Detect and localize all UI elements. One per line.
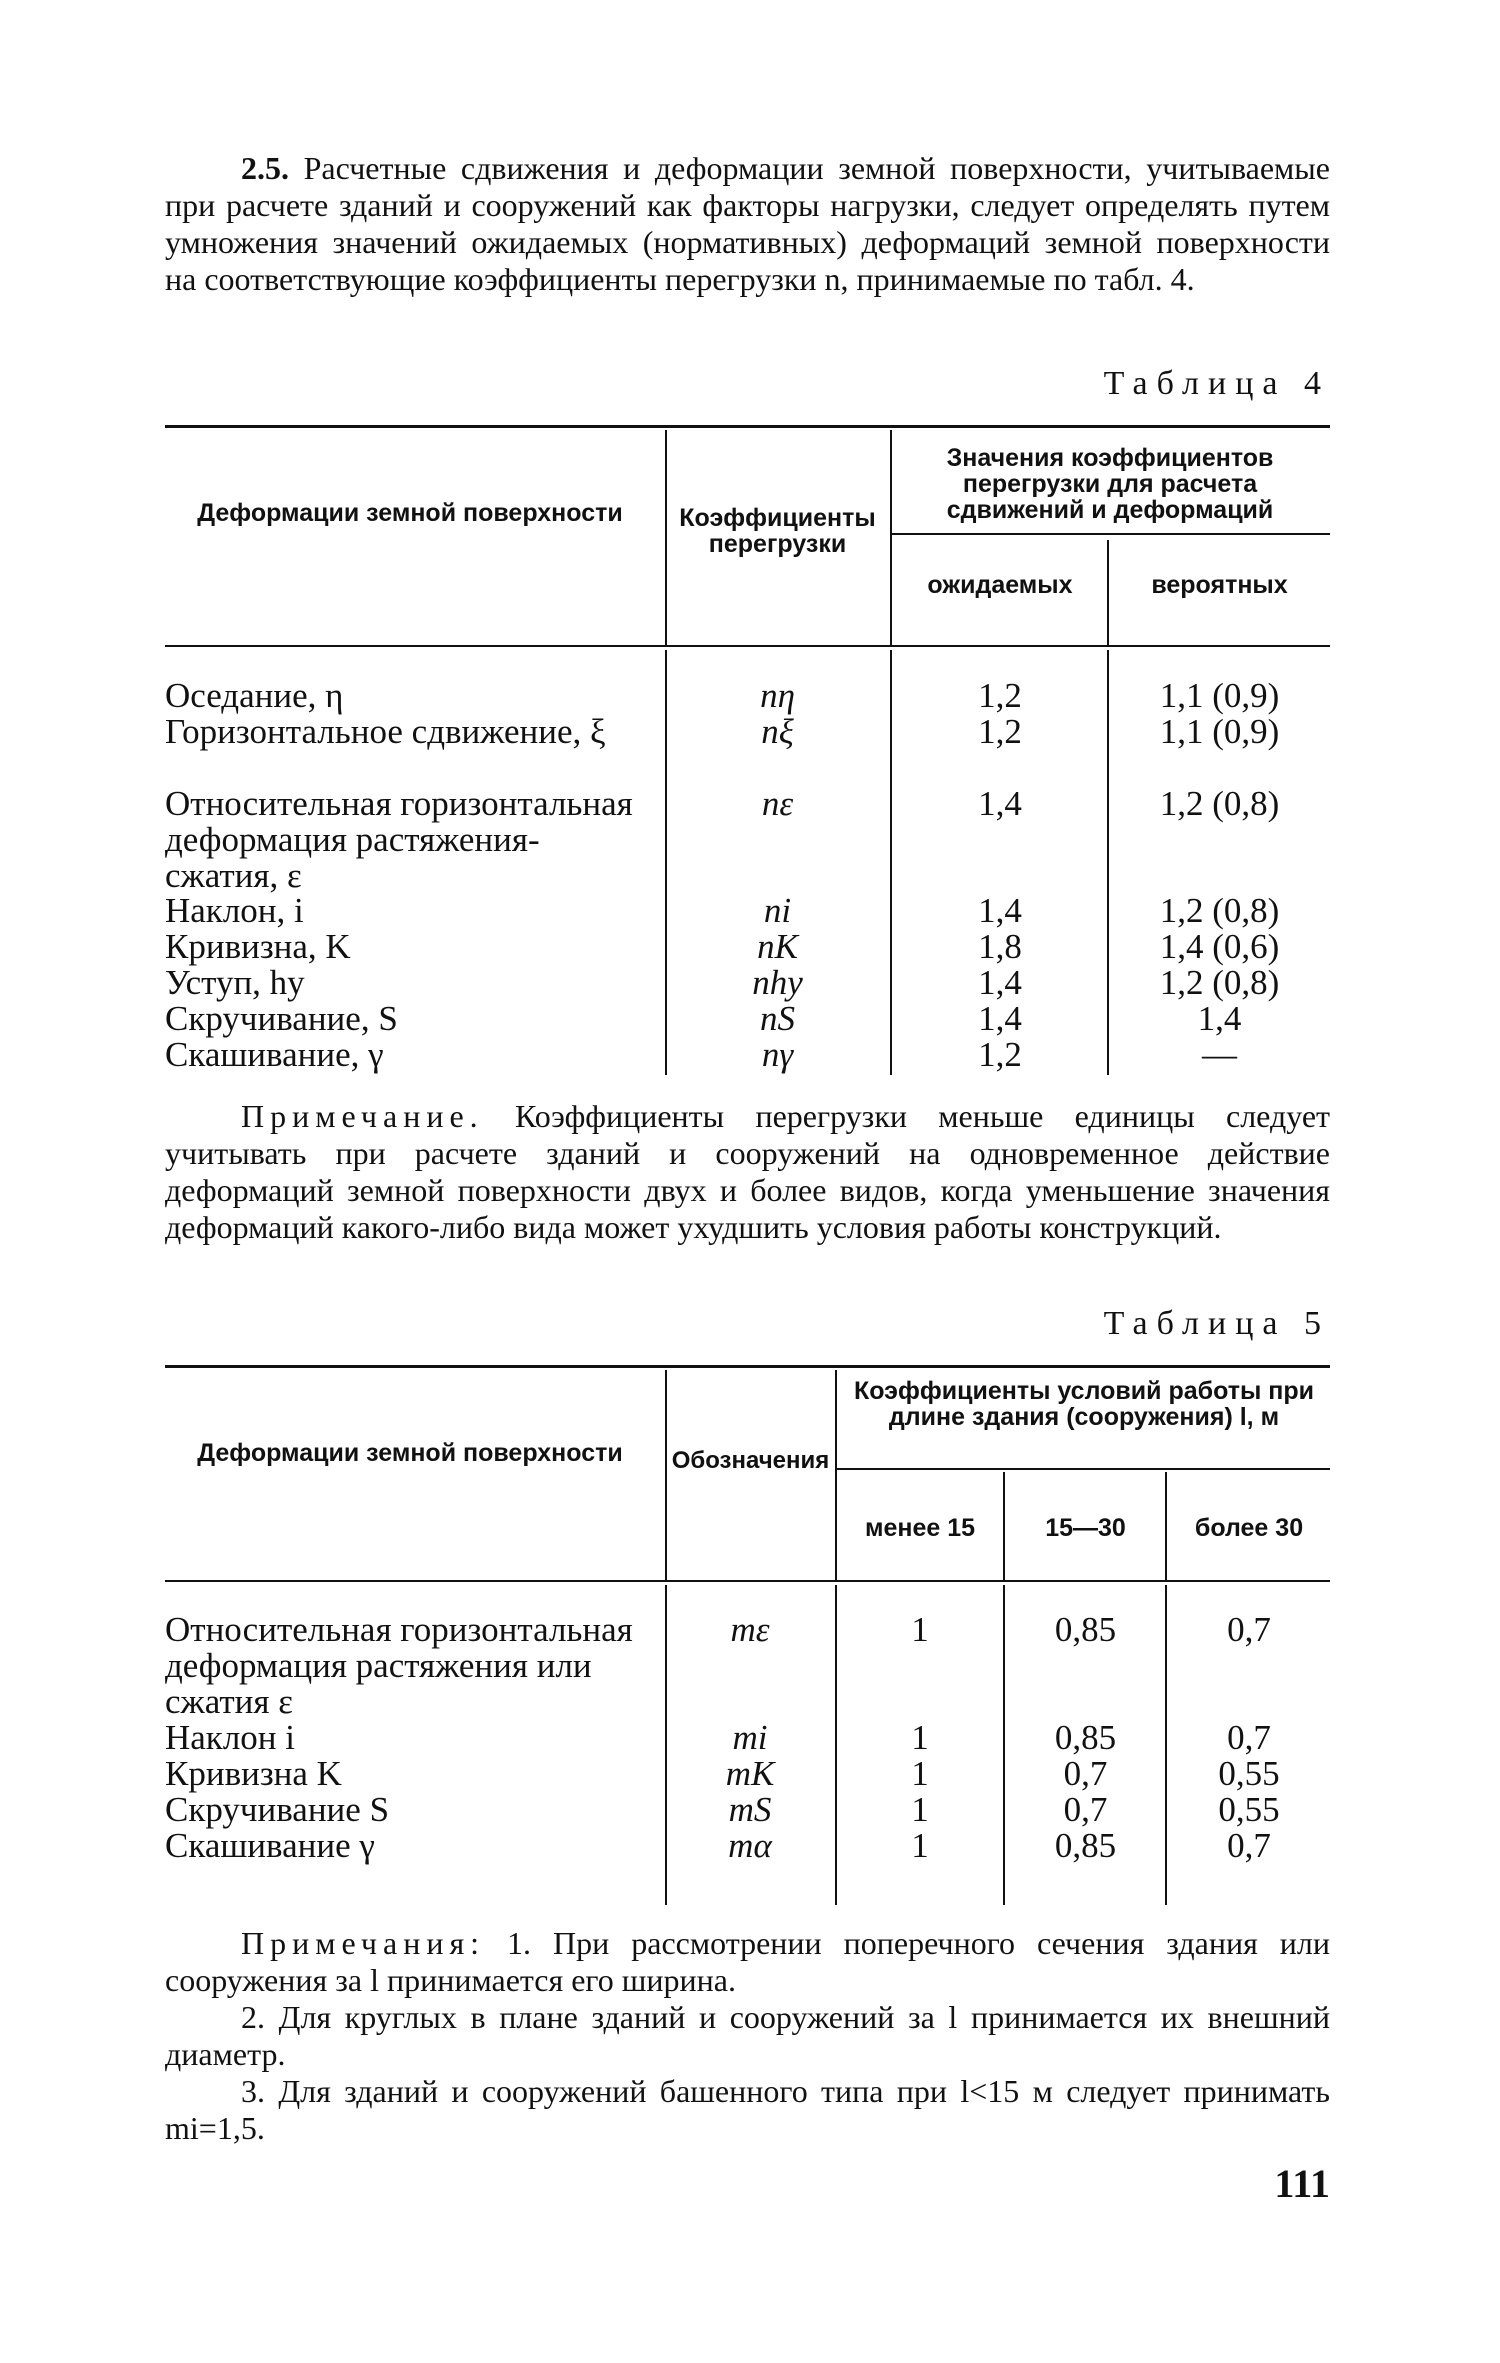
t4-header-coef: Коэффициенты перегрузки: [679, 504, 876, 558]
t4-row-symbol: nS: [760, 999, 795, 1038]
t5-header-c3: более 30: [1194, 1514, 1304, 1542]
t4-row-symbol: nγ: [761, 1035, 794, 1074]
table5-note-2: 2. Для круглых в плане зданий и сооружений за l принимается их внешний диаметр.: [165, 1999, 1330, 2072]
t4-row-expected: 1,2: [978, 676, 1022, 715]
t5-hline-sub: [837, 1468, 1330, 1470]
t5-body-vline-3: [1003, 1585, 1005, 1905]
t5-row-symbol: mα: [728, 1826, 772, 1865]
t4-vline-1: [665, 430, 667, 645]
t5-vline-1: [665, 1370, 667, 1580]
t4-row-name: Уступ, hу: [165, 963, 305, 1002]
t5-row-symbol: mε: [730, 1610, 770, 1649]
t4-row-expected: 1,4: [978, 999, 1022, 1038]
t4-hline-sub: [892, 533, 1330, 535]
t4-row-name: Оседание, η: [165, 676, 344, 715]
t5-body-vline-4: [1165, 1585, 1167, 1905]
t4-header-group: Значения коэффициентов перегрузки для расчета сдвижений и деформаций: [946, 444, 1274, 524]
t4-row-expected: 1,2: [978, 712, 1022, 751]
intro-paragraph: [165, 150, 1330, 298]
t4-row-probable: —: [1202, 1035, 1237, 1074]
t4-body-vline-3: [1107, 650, 1109, 1075]
table4-top-rule: [165, 425, 1330, 428]
t4-row-symbol: nξ: [761, 712, 794, 751]
t4-row-expected: 1,4: [978, 963, 1022, 1002]
t5-body-vline-1: [665, 1585, 667, 1905]
t5-vline-3: [1003, 1472, 1005, 1580]
t5-header-group: Коэффициенты условий работы при длине здания (сооружения) l, м: [853, 1377, 1314, 1431]
t4-body-vline-1: [665, 650, 667, 1075]
t5-row-symbol: mS: [728, 1790, 772, 1829]
t4-row-probable: 1,4 (0,6): [1159, 927, 1280, 966]
t5-row-c3: 0,55: [1218, 1790, 1280, 1829]
table4-header-rule: [165, 645, 1330, 647]
t5-vline-2: [835, 1370, 837, 1580]
t4-row-name: Относительная горизонтальная деформация растяжения-сжатия, ε: [165, 784, 633, 895]
t5-row-c1: 1: [911, 1610, 929, 1649]
intro-number: 2.5.: [241, 150, 289, 186]
t4-row-name: Кривизна, K: [165, 927, 351, 966]
t4-row-expected: 1,4: [978, 891, 1022, 930]
table5-title: Таблица 5: [1103, 1305, 1330, 1342]
t5-header-c1: менее 15: [864, 1514, 976, 1542]
t5-header-symbol: Обозначения: [671, 1447, 830, 1474]
t5-row-c2: 0,7: [1063, 1754, 1108, 1793]
t4-row-symbol: nK: [757, 927, 798, 966]
table4-title: Таблица 4: [1103, 365, 1330, 402]
t5-row-symbol: mK: [725, 1754, 775, 1793]
t5-body-vline-2: [835, 1585, 837, 1905]
t4-header-probable: вероятных: [1151, 571, 1288, 599]
t4-body-vline-2: [890, 650, 892, 1075]
table4-note-label: Примечание.: [241, 1098, 484, 1134]
table5-note-1: 1. При рассмотрении поперечного сечения здания или сооружения за l принимается его ширина.: [165, 1925, 1331, 1998]
t4-row-expected: 1,2: [978, 1035, 1022, 1074]
t4-row-symbol: nhу: [752, 963, 803, 1002]
t4-row-expected: 1,8: [978, 927, 1022, 966]
t5-row-c3: 0,7: [1227, 1718, 1271, 1757]
t5-row-c1: 1: [911, 1754, 929, 1793]
table4-note: [165, 1098, 1330, 1246]
table5-top-rule: [165, 1365, 1330, 1368]
t4-row-probable: 1,4: [1197, 999, 1242, 1038]
t4-row-symbol: nη: [760, 676, 795, 715]
t4-row-expected: 1,4: [978, 784, 1022, 823]
t5-row-name: Наклон i: [165, 1718, 295, 1757]
t5-row-symbol: mi: [732, 1718, 768, 1757]
t5-row-c3: 0,7: [1227, 1610, 1271, 1649]
t5-row-c2: 0,85: [1054, 1718, 1117, 1757]
t5-vline-4: [1165, 1472, 1167, 1580]
t4-header-deformation: Деформации земной поверхности: [197, 499, 623, 527]
t4-row-name: Горизонтальное сдвижение, ξ: [165, 712, 606, 751]
t5-row-c2: 0,85: [1054, 1826, 1117, 1865]
table5-header-rule: [165, 1580, 1330, 1582]
t4-row-name: Скручивание, S: [165, 999, 398, 1038]
t4-row-symbol: nε: [761, 784, 794, 823]
table5-note-3: 3. Для зданий и сооружений башенного типа при l<15 м следует принимать mi=1,5.: [165, 2073, 1330, 2146]
t5-row-name: Скашивание γ: [165, 1826, 375, 1865]
t5-row-c1: 1: [911, 1790, 929, 1829]
t4-row-probable: 1,2 (0,8): [1159, 784, 1280, 823]
t4-row-probable: 1,2 (0,8): [1159, 963, 1280, 1002]
t4-row-name: Наклон, i: [165, 891, 304, 930]
table4-note-text: Коэффициенты перегрузки меньше единицы следует учитывать при расчете зданий и сооружений на одновременное действие деформаций земной поверхности двух и более видов, когда уменьшение значения деформаций какого-либо вида может ухудшить условия работы конструкций.: [165, 1098, 1331, 1245]
t4-vline-3: [1107, 540, 1109, 645]
t4-row-probable: 1,1 (0,9): [1159, 676, 1280, 715]
t5-header-deformation: Деформации земной поверхности: [197, 1439, 623, 1467]
t5-row-c2: 0,7: [1063, 1790, 1108, 1829]
t5-row-name: Скручивание S: [165, 1790, 390, 1829]
t4-vline-2: [890, 430, 892, 645]
t4-row-symbol: ni: [763, 891, 792, 930]
page-number: 111: [1274, 2161, 1330, 2206]
t5-row-c1: 1: [911, 1826, 929, 1865]
t5-row-name: Кривизна K: [165, 1754, 342, 1793]
t5-row-name: Относительная горизонтальная деформация растяжения или сжатия ε: [165, 1610, 633, 1721]
t5-row-c1: 1: [911, 1718, 929, 1757]
t4-header-expected: ожидаемых: [927, 571, 1073, 599]
t5-row-c3: 0,7: [1227, 1826, 1271, 1865]
t4-row-name: Скашивание, γ: [165, 1035, 384, 1074]
t5-row-c3: 0,55: [1218, 1754, 1280, 1793]
table5-notes: [165, 1925, 1330, 2147]
table5-notes-label: Примечания:: [241, 1925, 486, 1961]
t4-row-probable: 1,2 (0,8): [1159, 891, 1280, 930]
t4-row-probable: 1,1 (0,9): [1159, 712, 1280, 751]
t5-row-c2: 0,85: [1054, 1610, 1117, 1649]
t5-header-c2: 15—30: [1045, 1514, 1126, 1542]
intro-text: Расчетные сдвижения и деформации земной поверхности, учитываемые при расчете зданий и сооружений как факторы нагрузки, следует определять путем умножения значений ожидаемых (нормативных) деформаций земной поверхности на соответствующие коэффициенты перегрузки n, принимаемые по табл. 4.: [165, 150, 1331, 297]
